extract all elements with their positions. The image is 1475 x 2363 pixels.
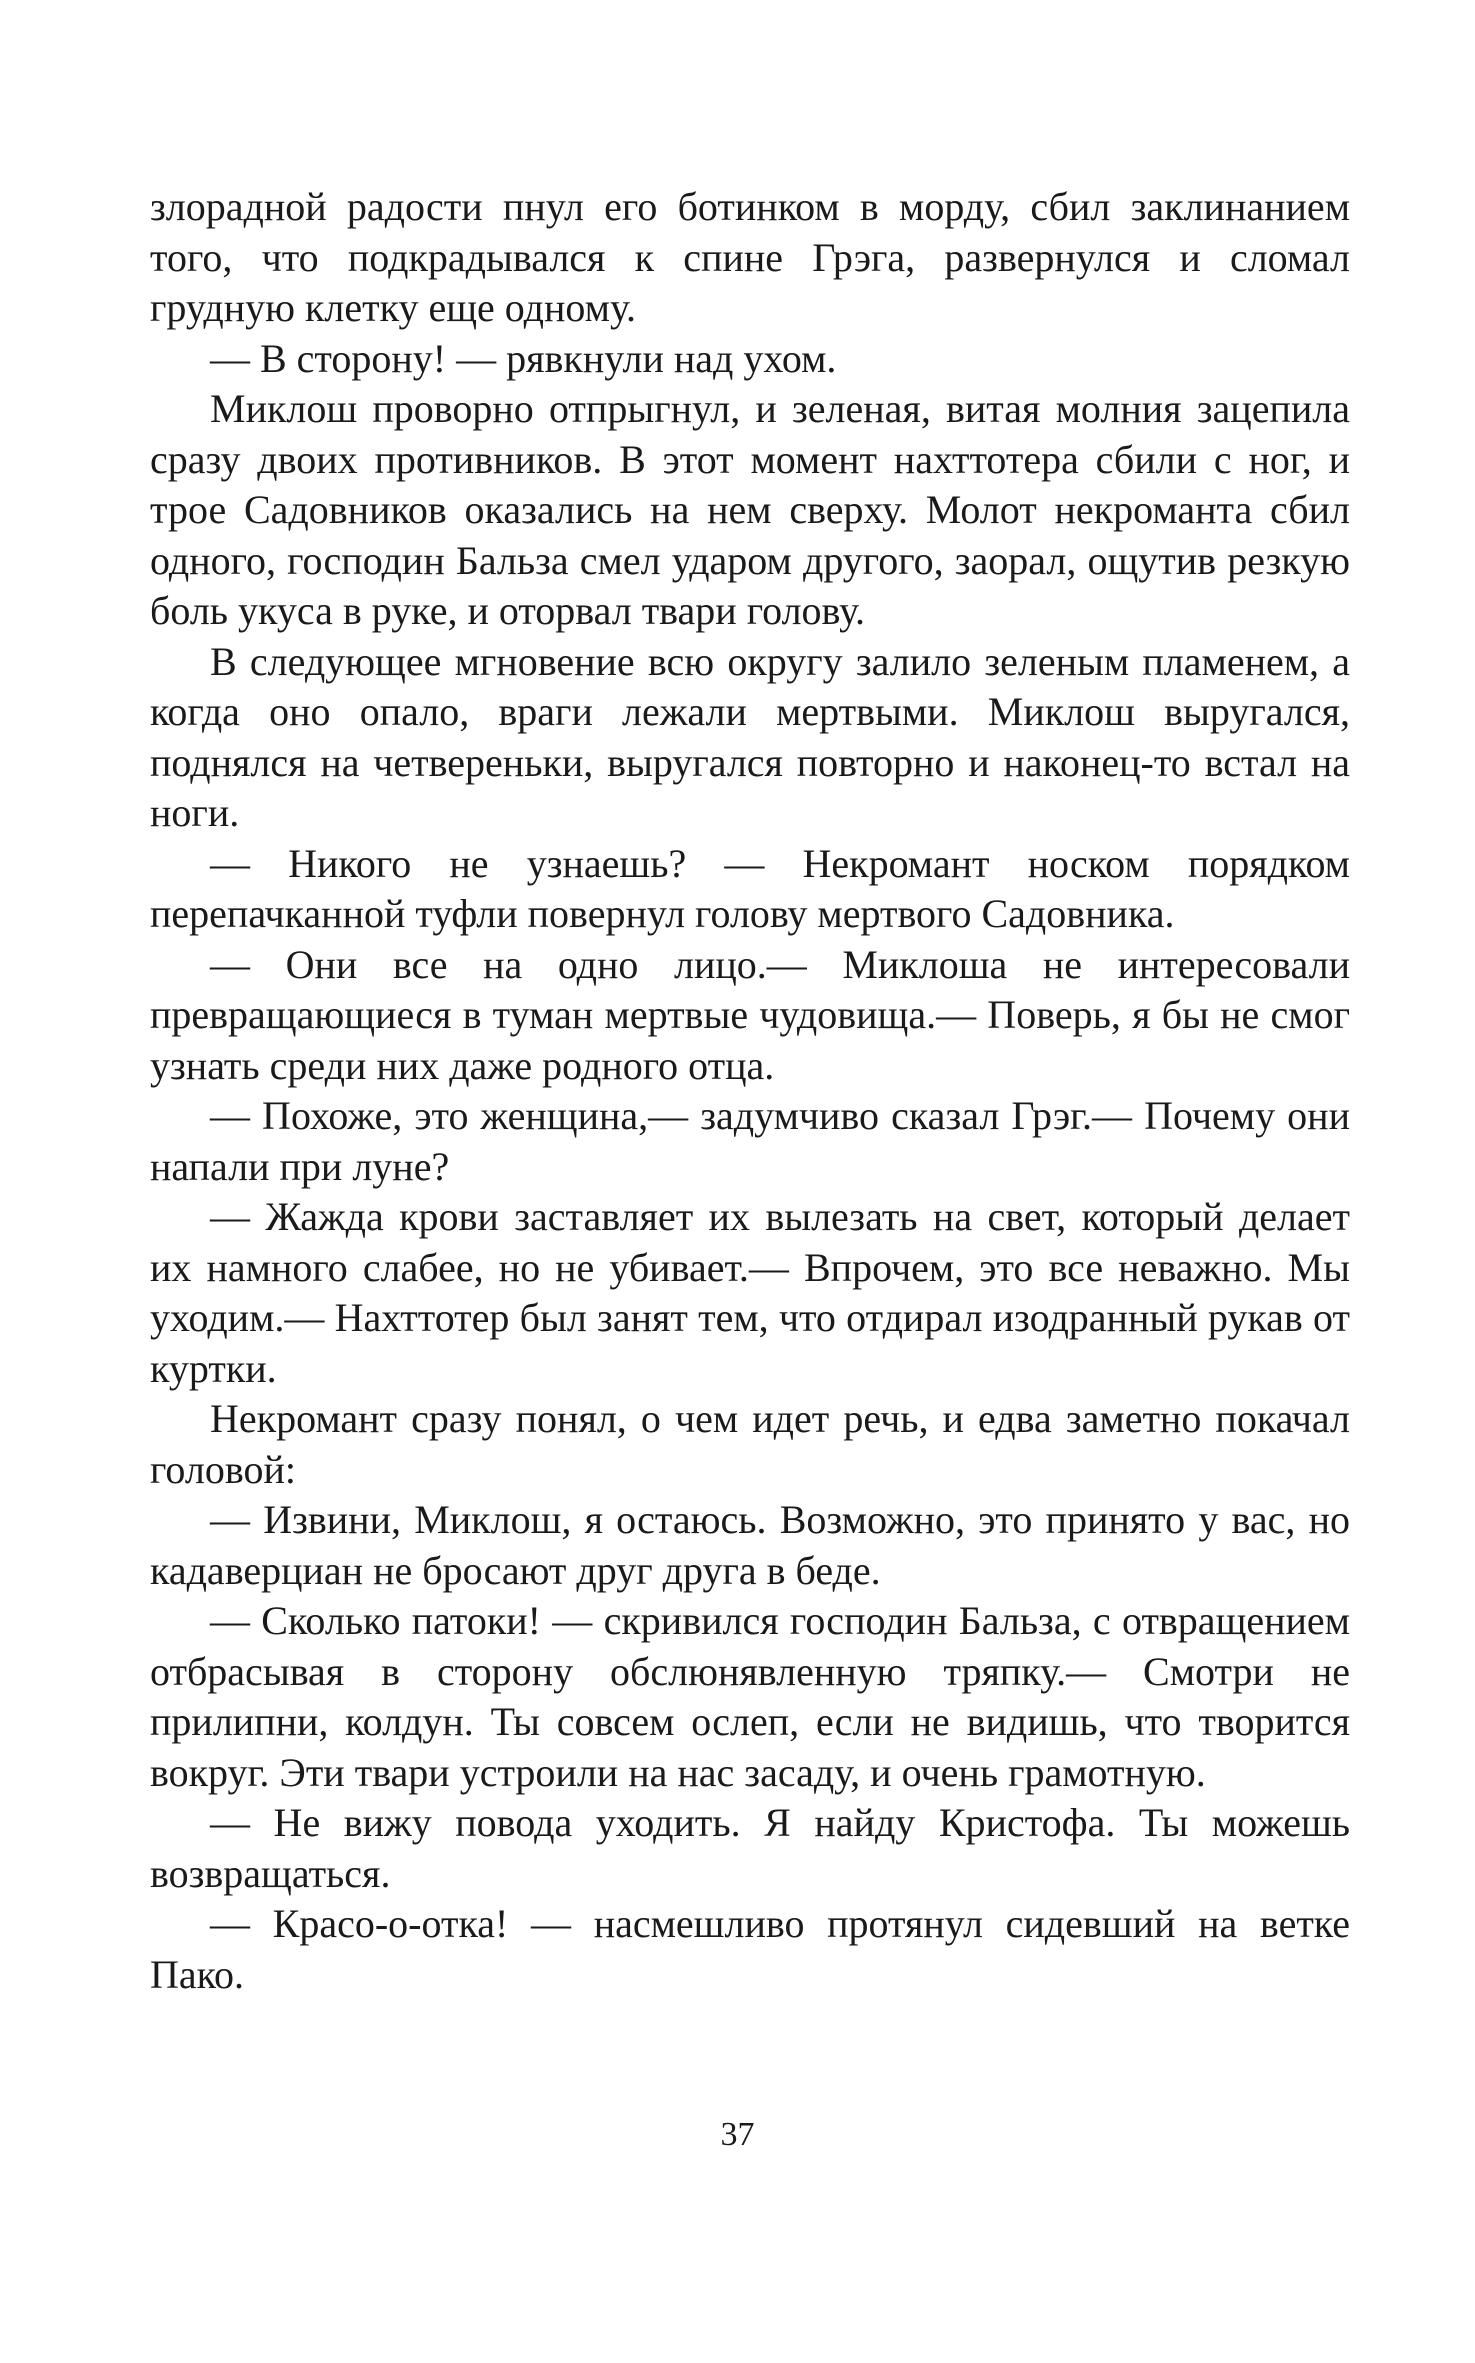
paragraph-10: — Извини, Миклош, я остаюсь. Возможно, это принято у вас, но кадаверциан не бросают друг друга в беде. [150,1497,1350,1593]
paragraph-12: — Не вижу повода уходить. Я найду Кристофа. Ты можешь возвращаться. [150,1800,1350,1896]
paragraph-1: злорадной радости пнул его ботинком в морду, сбил заклинанием того, что подкрадывался к спине Грэга, развернулся и сломал грудную клетку еще одному. [150,184,1350,330]
paragraph-8: — Жажда крови заставляет их вылезать на свет, который делает их намного слабее, но не убивает.— Впрочем, это все неважно. Мы уходим.— Нахттотер был занят тем, что отдирал изодранный рукав от куртки. [150,1194,1350,1391]
paragraph-5: — Никого не узнаешь? — Некромант носком порядком перепачканной туфли повернул голову мертвого Садовника. [150,840,1350,936]
paragraph-3: Миклош проворно отпрыгнул, и зеленая, витая молния зацепила сразу двоих противников. В этот момент нахттотера сбили с ног, и трое Садовников оказались на нем сверху. Молот некроманта сбил одного, господин Бальза смел ударом другого, заорал, ощутив резкую боль укуса в руке, и оторвал твари голову. [150,386,1350,633]
paragraph-7: — Похоже, это женщина,— задумчиво сказал Грэг.— Почему они напали при луне? [150,1093,1350,1189]
page-number: 37 [720,2116,755,2153]
paragraph-6: — Они все на одно лицо.— Миклоша не интересовали превращающиеся в туман мертвые чудовища.— Поверь, я бы не смог узнать среди них даже родного отца. [150,941,1350,1088]
paragraph-11: — Сколько патоки! — скривился господин Бальза, с отвращением отбрасывая в сторону обслюнявленную тряпку.— Смотри не прилипни, колдун. Ты совсем ослеп, если не видишь, что творится вокруг. Эти твари устроили на нас засаду, и очень грамотную. [150,1598,1350,1795]
paragraph-13: — Красо-о-отка! — насмешливо протянул сидевший на ветке Пако. [150,1901,1350,1997]
paragraph-2: — В сторону! — рявкнули над ухом. [210,335,837,381]
paragraph-4: В следующее мгновение всю округу залило зеленым пламенем, а когда оно опало, враги лежали мертвыми. Миклош выругался, поднялся на четвереньки, выругался повторно и наконец-то встал на ноги. [150,638,1350,835]
paragraph-9: Некромант сразу понял, о чем идет речь, и едва заметно покачал головой: [150,1396,1350,1492]
book-page-text [150,182,1350,2000]
